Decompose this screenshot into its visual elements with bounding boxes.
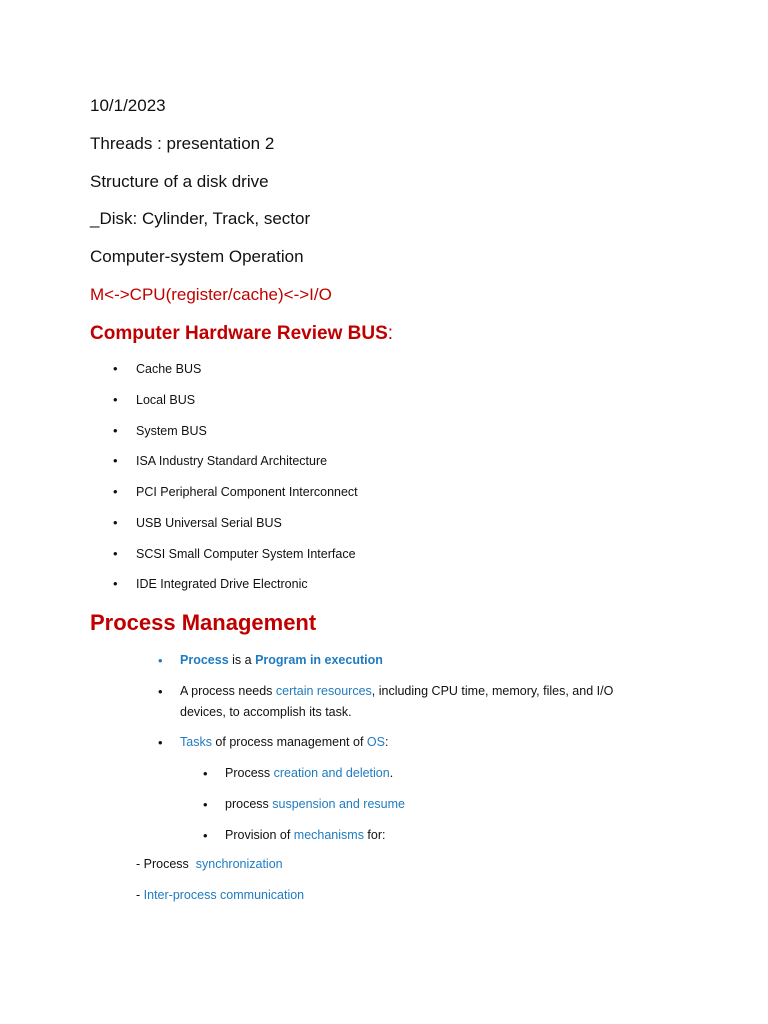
bus-item-label: ISA Industry Standard Architecture — [136, 454, 328, 468]
bullet-icon: • — [113, 546, 118, 561]
resources-line2: devices, to accomplish its task. — [180, 705, 352, 719]
tasks-term: Tasks — [180, 735, 212, 749]
sub3-term: mechanisms — [293, 828, 364, 842]
sub3-suffix: for: — [363, 828, 386, 842]
bullet-icon: • — [158, 684, 163, 699]
tasks-colon: : — [384, 735, 389, 749]
operation-line: Computer-system Operation — [90, 247, 304, 266]
bullet-icon: • — [203, 797, 208, 812]
dash1-prefix: - Process — [136, 857, 196, 871]
sub3-prefix: Provision of — [225, 828, 294, 842]
bullet-icon: • — [113, 515, 118, 530]
dash-item-ipc — [136, 888, 304, 902]
is-a-text: is a — [228, 653, 256, 667]
bus-item-label: PCI Peripheral Component Interconnect — [136, 485, 358, 499]
bullet-icon: • — [113, 361, 118, 376]
process-heading: Process Management — [90, 610, 317, 635]
sub1-prefix: Process — [225, 766, 274, 780]
bullet-icon: • — [203, 828, 208, 843]
threads-line: Threads : presentation 2 — [90, 134, 275, 153]
bus-heading-text: Computer Hardware Review BUS — [90, 323, 388, 344]
bus-item-label: Cache BUS — [136, 362, 202, 376]
process-term: Process — [180, 653, 229, 667]
bullet-icon: • — [113, 392, 118, 407]
sub2-prefix: process — [225, 797, 273, 811]
bullet-icon: • — [158, 653, 163, 668]
program-term: Program in execution — [255, 653, 383, 667]
bus-heading — [90, 323, 393, 345]
resources-prefix: A process needs — [180, 684, 276, 698]
dash1-term: synchronization — [195, 857, 283, 871]
os-term: OS — [366, 735, 385, 749]
sub1-term: creation and deletion — [273, 766, 390, 780]
flow-line: M<->CPU(register/cache)<->I/O — [90, 285, 332, 304]
bus-item-label: USB Universal Serial BUS — [136, 516, 282, 530]
bus-item-label: IDE Integrated Drive Electronic — [136, 577, 308, 591]
date-line: 10/1/2023 — [90, 96, 166, 115]
bullet-icon: • — [113, 576, 118, 591]
dash2-prefix: - — [136, 888, 144, 902]
bus-item-label: Local BUS — [136, 393, 196, 407]
bus-item-label: SCSI Small Computer System Interface — [136, 547, 356, 561]
dash-item-synchronization — [136, 857, 283, 871]
bullet-icon: • — [113, 484, 118, 499]
bullet-icon: • — [158, 735, 163, 750]
resources-term: certain resources — [275, 684, 372, 698]
structure-line: Structure of a disk drive — [90, 172, 269, 191]
dash2-term: Inter-process communication — [143, 888, 305, 902]
tasks-middle: of process management of — [211, 735, 367, 749]
bus-heading-colon: : — [387, 323, 394, 344]
sub1-suffix: . — [389, 766, 394, 780]
resources-suffix: , including CPU time, memory, files, and I/O — [371, 684, 614, 698]
sub2-term: suspension and resume — [272, 797, 405, 811]
disk-line: _Disk: Cylinder, Track, sector — [90, 209, 311, 228]
bullet-icon: • — [113, 423, 118, 438]
bus-item-label: System BUS — [136, 424, 207, 438]
bullet-icon: • — [113, 453, 118, 468]
bullet-icon: • — [203, 766, 208, 781]
